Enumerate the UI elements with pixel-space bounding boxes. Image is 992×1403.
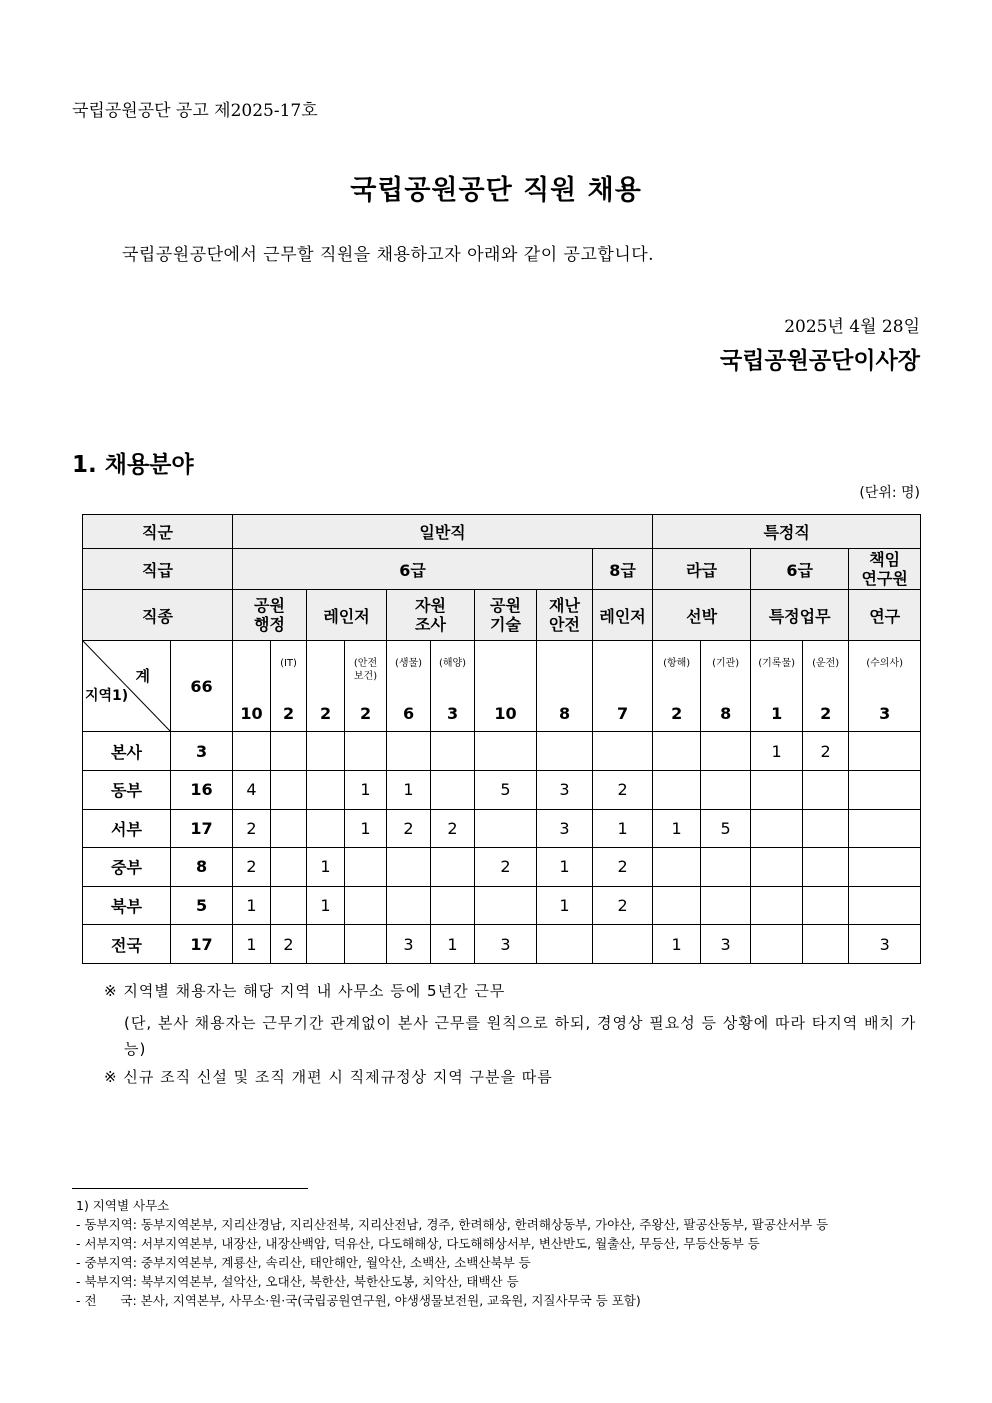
table-cell [233, 732, 271, 771]
table-cell: 1 [751, 732, 803, 771]
column-total [593, 641, 653, 732]
footnote-divider [72, 1188, 308, 1189]
table-cell [387, 886, 431, 925]
corner-total-label: 계 [135, 667, 150, 685]
table-cell [431, 848, 475, 887]
column-total-value: 8 [720, 704, 732, 723]
type-safety: 재난 안전 [537, 590, 593, 641]
column-total-value: 1 [771, 704, 783, 723]
issuer-name: 국립공원공단이사장 [720, 347, 920, 374]
table-cell: 2 [593, 848, 653, 887]
table-cell [307, 925, 345, 964]
table-cell: 3 [475, 925, 537, 964]
column-total [271, 641, 307, 732]
column-total [537, 641, 593, 732]
footnote-line: - 서부지역: 서부지역본부, 내장산, 내장산백암, 덕유산, 다도해해상, 다도해해상서부, 변산반도, 월출산, 무등산, 무등산동부 등 [76, 1236, 760, 1251]
table-cell [701, 771, 751, 810]
table-cell: 3 [387, 925, 431, 964]
type-ship: 선박 [653, 590, 751, 641]
column-total [345, 641, 387, 732]
type-ranger-8: 레인저 [593, 590, 653, 641]
column-total-value: 2 [820, 704, 832, 723]
table-cell [271, 848, 307, 887]
column-total-value: 2 [671, 704, 683, 723]
table-cell [345, 886, 387, 925]
table-cell [849, 848, 921, 887]
page-title: 국립공원공단 직원 채용 [350, 175, 642, 206]
column-sublabel: (기록물) [758, 658, 796, 669]
column-sublabel: (IT) [280, 658, 297, 669]
table-cell [803, 848, 849, 887]
region-total: 8 [171, 848, 233, 887]
type-survey: 자원 조사 [387, 590, 475, 641]
table-cell: 2 [387, 809, 431, 848]
notice-date: 2025년 4월 28일 [784, 317, 920, 337]
region-name: 중부 [83, 848, 171, 887]
type-ranger: 레인저 [307, 590, 387, 641]
column-total-value: 3 [446, 704, 459, 723]
column-sublabel: (안전 보건) [353, 658, 378, 682]
table-cell [431, 771, 475, 810]
table-cell [751, 925, 803, 964]
section-title: 1. 채용분야 [72, 452, 194, 478]
table-row [83, 848, 921, 887]
column-sublabel: (운전) [812, 658, 840, 669]
header-type: 직종 [83, 590, 233, 641]
region-total: 17 [171, 925, 233, 964]
table-cell: 2 [475, 848, 537, 887]
table-cell [475, 809, 537, 848]
grand-total: 66 [171, 641, 233, 732]
table-cell [345, 732, 387, 771]
table-cell: 5 [475, 771, 537, 810]
table-cell [653, 886, 701, 925]
table-cell: 2 [233, 809, 271, 848]
column-total-value: 2 [282, 704, 295, 723]
column-sublabel: (해양) [438, 658, 467, 669]
column-sublabel: (수의사) [866, 658, 904, 669]
footnote-line: - 북부지역: 북부지역본부, 설악산, 오대산, 북한산, 북한산도봉, 치악산, 태백산 등 [76, 1274, 519, 1289]
column-total [431, 641, 475, 732]
table-cell: 1 [233, 925, 271, 964]
notice-number: 국립공원공단 공고 제2025-17호 [72, 101, 318, 121]
table-cell: 1 [345, 809, 387, 848]
region-total: 5 [171, 886, 233, 925]
table-cell: 2 [431, 809, 475, 848]
column-total [233, 641, 271, 732]
table-cell [387, 848, 431, 887]
table-cell: 1 [307, 886, 345, 925]
table-cell: 2 [271, 925, 307, 964]
table-cell [653, 848, 701, 887]
table-cell [803, 809, 849, 848]
table-cell [431, 732, 475, 771]
grade-ra: 라급 [653, 549, 751, 590]
table-cell: 1 [537, 886, 593, 925]
region-name: 동부 [83, 771, 171, 810]
table-cell [271, 732, 307, 771]
table-cell: 1 [593, 809, 653, 848]
column-total-value: 10 [494, 704, 517, 723]
table-cell [653, 771, 701, 810]
region-name: 서부 [83, 809, 171, 848]
table-cell [537, 925, 593, 964]
grade-researcher: 책임 연구원 [849, 549, 921, 590]
table-cell: 2 [803, 732, 849, 771]
grade-6: 6급 [233, 549, 593, 590]
table-cell [751, 809, 803, 848]
recruitment-table [82, 514, 921, 964]
footnote-line: - 동부지역: 동부지역본부, 지리산경남, 지리산전북, 지리산전남, 경주, 한려해상, 한려해상동부, 가야산, 주왕산, 팔공산동부, 팔공산서부 등 [76, 1217, 829, 1232]
column-sublabel: (항해) [663, 658, 691, 669]
type-tech: 공원 기술 [475, 590, 537, 641]
table-cell: 1 [537, 848, 593, 887]
column-total-value: 8 [558, 704, 571, 723]
table-cell [751, 848, 803, 887]
table-row [83, 925, 921, 964]
table-cell [803, 886, 849, 925]
table-cell: 1 [387, 771, 431, 810]
corner-region-label: 지역1) [85, 688, 129, 704]
table-cell: 1 [431, 925, 475, 964]
table-cell [387, 732, 431, 771]
table-cell: 1 [653, 809, 701, 848]
footnote-title: 1) 지역별 사무소 [76, 1198, 170, 1213]
grade-8: 8급 [593, 549, 653, 590]
footnote-line: - 전 국: 본사, 지역본부, 사무소·원·국(국립공원연구원, 야생생물보전원, 교육원, 지질사무국 등 포함) [76, 1293, 641, 1308]
table-cell [593, 732, 653, 771]
table-cell: 3 [849, 925, 921, 964]
table-cell [593, 925, 653, 964]
column-total [849, 641, 921, 732]
header-general: 일반직 [233, 515, 653, 549]
table-row [83, 771, 921, 810]
region-name: 전국 [83, 925, 171, 964]
table-cell: 4 [233, 771, 271, 810]
column-total [387, 641, 431, 732]
region-name: 본사 [83, 732, 171, 771]
region-total: 16 [171, 771, 233, 810]
table-cell [701, 732, 751, 771]
column-total-value: 3 [879, 704, 891, 723]
table-cell [307, 771, 345, 810]
column-total [475, 641, 537, 732]
type-special: 특정업무 [751, 590, 849, 641]
table-cell [345, 848, 387, 887]
column-total-value: 10 [240, 704, 263, 723]
header-group: 직군 [83, 515, 233, 549]
column-total [751, 641, 803, 732]
table-cell [701, 886, 751, 925]
column-total-value: 2 [319, 704, 332, 723]
table-cell: 3 [537, 771, 593, 810]
table-cell: 2 [593, 886, 653, 925]
note-reorg: ※ 신규 조직 신설 및 조직 개편 시 직제규정상 지역 구분을 따름 [104, 1068, 553, 1086]
column-total-value: 7 [617, 704, 629, 723]
table-row [83, 886, 921, 925]
table-cell [849, 886, 921, 925]
table-cell [653, 732, 701, 771]
note-region-service: ※ 지역별 채용자는 해당 지역 내 사무소 등에 5년간 근무 [104, 982, 506, 1000]
column-total-value: 2 [359, 704, 372, 723]
column-total [803, 641, 849, 732]
column-sublabel: (기관) [712, 658, 740, 669]
grade-6-special: 6급 [751, 549, 849, 590]
note-hq-exception: (단, 본사 채용자는 근무기간 관계없이 본사 근무를 원칙으로 하되, 경영상 필요성 등 상황에 따라 타지역 배치 가능) [124, 1014, 917, 1058]
table-cell [751, 886, 803, 925]
table-cell: 1 [653, 925, 701, 964]
table-cell: 3 [701, 925, 751, 964]
column-total-value: 6 [402, 704, 415, 723]
table-cell [475, 732, 537, 771]
table-cell [537, 732, 593, 771]
table-cell: 1 [233, 886, 271, 925]
column-sublabel: (생물) [394, 658, 423, 669]
footnote-line: - 중부지역: 중부지역본부, 계룡산, 속리산, 태안해안, 월악산, 소백산, 소백산북부 등 [76, 1255, 531, 1270]
column-total [307, 641, 345, 732]
table-cell [271, 886, 307, 925]
corner-cell [83, 641, 171, 732]
unit-label: (단위: 명) [859, 485, 920, 501]
table-cell [849, 809, 921, 848]
header-special: 특정직 [653, 515, 921, 549]
table-cell [751, 771, 803, 810]
table-cell [701, 848, 751, 887]
table-row [83, 732, 921, 771]
table-cell [475, 886, 537, 925]
table-row [83, 809, 921, 848]
table-cell: 5 [701, 809, 751, 848]
table-cell [849, 771, 921, 810]
region-total: 3 [171, 732, 233, 771]
column-total [653, 641, 701, 732]
intro-text: 국립공원공단에서 근무할 직원을 채용하고자 아래와 같이 공고합니다. [122, 245, 655, 265]
region-total: 17 [171, 809, 233, 848]
table-cell: 1 [307, 848, 345, 887]
table-cell [307, 732, 345, 771]
table-cell: 3 [537, 809, 593, 848]
table-cell [271, 771, 307, 810]
table-cell [307, 809, 345, 848]
table-cell [849, 732, 921, 771]
table-cell [803, 925, 849, 964]
type-admin: 공원 행정 [233, 590, 307, 641]
table-cell: 1 [345, 771, 387, 810]
table-cell [345, 925, 387, 964]
region-name: 북부 [83, 886, 171, 925]
table-cell [431, 886, 475, 925]
table-cell: 2 [233, 848, 271, 887]
header-grade: 직급 [83, 549, 233, 590]
table-cell [271, 809, 307, 848]
table-cell: 2 [593, 771, 653, 810]
table-cell [803, 771, 849, 810]
column-total [701, 641, 751, 732]
type-research: 연구 [849, 590, 921, 641]
